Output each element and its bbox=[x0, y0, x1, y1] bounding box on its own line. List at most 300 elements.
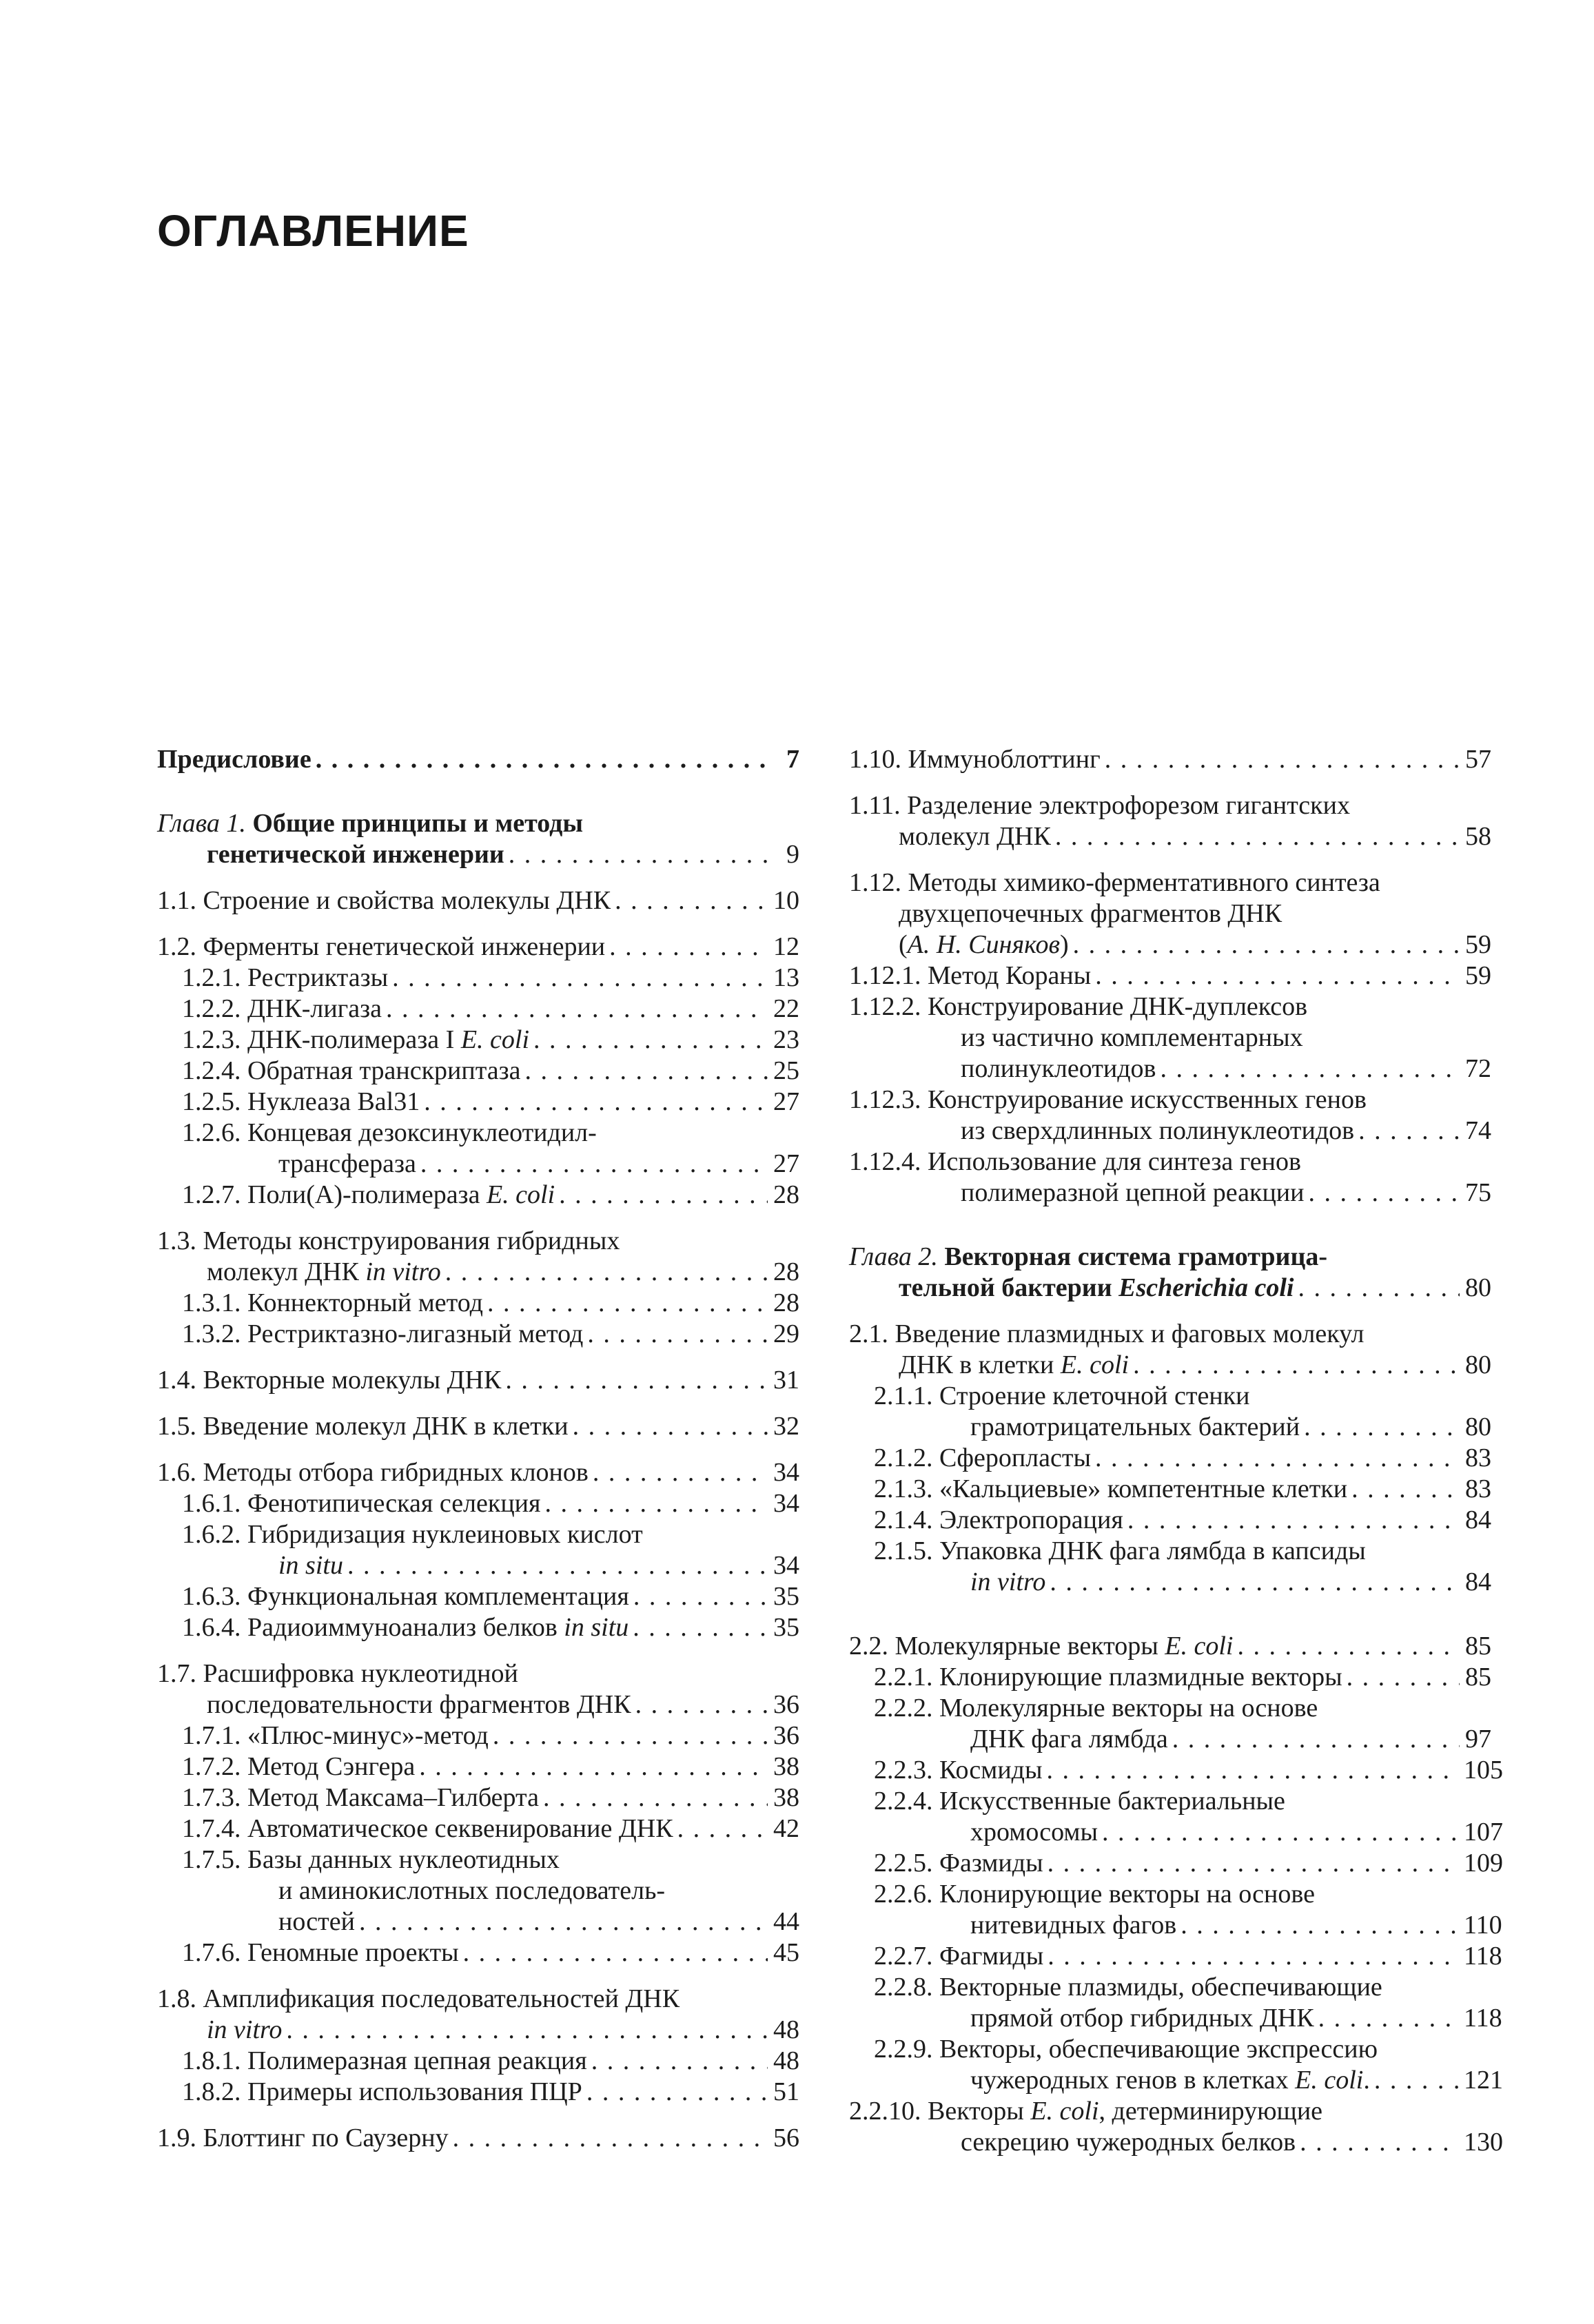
dot-leader bbox=[1095, 1443, 1460, 1474]
toc-entry[interactable] bbox=[157, 1087, 799, 1118]
page-number: 97 bbox=[1465, 1725, 1491, 1754]
toc-entry[interactable] bbox=[849, 1146, 1491, 1209]
toc-entry[interactable] bbox=[157, 1411, 799, 1442]
page-number: 72 bbox=[1465, 1054, 1491, 1083]
dot-leader bbox=[1308, 1178, 1460, 1209]
toc-entry[interactable] bbox=[849, 1879, 1502, 1941]
toc-text-segment: полинуклеотидов bbox=[961, 1054, 1156, 1083]
toc-entry[interactable] bbox=[157, 744, 799, 775]
toc-entry[interactable] bbox=[157, 1612, 799, 1643]
page-number: 107 bbox=[1464, 1818, 1503, 1847]
toc-entry[interactable] bbox=[157, 1581, 799, 1612]
toc-entry-text bbox=[961, 1178, 1304, 1209]
toc-entry-text bbox=[874, 1848, 1043, 1879]
toc-entry[interactable] bbox=[849, 1755, 1503, 1786]
toc-entry-text bbox=[874, 1755, 1043, 1786]
toc-text-segment: тельной бактерии bbox=[899, 1273, 1119, 1302]
toc-entry-text bbox=[874, 1536, 1366, 1567]
dot-leader bbox=[505, 1365, 768, 1396]
toc-text-segment: 1.4. Векторные молекулы ДНК bbox=[157, 1366, 502, 1395]
toc-entry-text bbox=[157, 1411, 569, 1442]
toc-text-segment: 2.1.3. «Кальциевые» компетентные клетки bbox=[874, 1474, 1348, 1503]
toc-text-segment: ностей bbox=[278, 1907, 355, 1936]
dot-leader bbox=[1300, 2127, 1460, 2158]
dot-leader bbox=[420, 1149, 768, 1180]
toc-text-segment: 2.1.2. Сферопласты bbox=[874, 1443, 1092, 1472]
page-number: 23 bbox=[773, 1025, 799, 1054]
toc-entry[interactable] bbox=[849, 867, 1491, 960]
toc-entry[interactable] bbox=[157, 994, 799, 1025]
toc-entry[interactable] bbox=[157, 1844, 799, 1937]
toc-text-segment: А. Н. Синяков bbox=[907, 930, 1060, 959]
toc-entry[interactable] bbox=[849, 1242, 1491, 1304]
page-number: 56 bbox=[773, 2124, 799, 2152]
toc-text-segment: Глава 2. bbox=[849, 1242, 938, 1271]
toc-entry-text bbox=[961, 1022, 1303, 1053]
page-number: 28 bbox=[773, 1257, 799, 1286]
toc-text-segment: ( bbox=[899, 930, 908, 959]
page-number: 130 bbox=[1464, 2128, 1503, 2157]
toc-entry-text bbox=[874, 1381, 1249, 1412]
toc-entry-text bbox=[874, 2034, 1378, 2065]
page-number: 105 bbox=[1464, 1756, 1503, 1785]
page-number: 57 bbox=[1465, 745, 1491, 774]
toc-entry[interactable] bbox=[849, 1941, 1502, 1972]
page-number: 48 bbox=[773, 2015, 799, 2044]
dot-leader bbox=[1127, 1505, 1460, 1536]
toc-text-segment: 1.12.2. Конструирование ДНК-дуплексов bbox=[849, 992, 1308, 1021]
dot-leader bbox=[1105, 744, 1460, 775]
toc-text-segment: in vitro bbox=[365, 1257, 441, 1286]
dot-leader bbox=[1298, 1273, 1460, 1304]
toc-entry-text bbox=[182, 1288, 483, 1319]
toc-entry[interactable] bbox=[849, 790, 1491, 852]
toc-text-segment: грамотрицательных бактерий bbox=[970, 1412, 1300, 1441]
toc-entry-text bbox=[970, 2065, 1370, 2096]
dot-leader bbox=[463, 1937, 768, 1968]
toc-entry-text bbox=[849, 867, 1380, 898]
toc-entry-text bbox=[182, 1813, 673, 1844]
page-number: 80 bbox=[1465, 1273, 1491, 1302]
toc-entry[interactable] bbox=[849, 1786, 1503, 1848]
dot-leader bbox=[1048, 1941, 1460, 1972]
toc-text-segment: 1.8. Амплификация последовательностей ДНК bbox=[157, 1984, 680, 2013]
toc-entry[interactable] bbox=[157, 2046, 799, 2077]
toc-entry[interactable] bbox=[157, 885, 799, 916]
dot-leader bbox=[633, 1581, 768, 1612]
page-number: 35 bbox=[773, 1613, 799, 1642]
toc-text-segment: и аминокислотных последователь- bbox=[278, 1876, 666, 1905]
toc-text-segment: 2.2.4. Искусственные бактериальные bbox=[874, 1787, 1285, 1816]
toc-entry-text bbox=[874, 1941, 1043, 1972]
toc-entry-text bbox=[207, 839, 504, 870]
toc-text-segment: 2.2.2. Молекулярные векторы на основе bbox=[874, 1694, 1318, 1723]
toc-text-segment: трансфераза bbox=[278, 1149, 416, 1178]
dot-leader bbox=[316, 744, 768, 775]
toc-entry-text bbox=[157, 1457, 589, 1488]
toc-entry[interactable] bbox=[157, 1813, 799, 1844]
toc-text-segment: 2.2.1. Клонирующие плазмидные векторы bbox=[874, 1663, 1342, 1691]
toc-text-segment: секрецию чужеродных белков bbox=[961, 2128, 1296, 2157]
toc-entry-text bbox=[970, 2003, 1314, 2034]
toc-text-segment: E. coli bbox=[460, 1025, 530, 1054]
dot-leader bbox=[615, 885, 768, 916]
toc-text-segment: хромосомы bbox=[970, 1818, 1098, 1847]
page-number: 110 bbox=[1464, 1911, 1502, 1940]
toc-text-segment: 2.2.3. Космиды bbox=[874, 1756, 1043, 1785]
toc-text-segment: 2.2.5. Фазмиды bbox=[874, 1849, 1043, 1878]
page-number: 109 bbox=[1464, 1849, 1503, 1878]
toc-text-segment: 1.7.1. «Плюс-минус»-метод bbox=[182, 1721, 489, 1750]
toc-entry-text bbox=[874, 1972, 1382, 2003]
toc-entry-text bbox=[849, 960, 1091, 991]
toc-entry[interactable] bbox=[157, 1226, 799, 1288]
toc-entry[interactable] bbox=[849, 1505, 1491, 1536]
toc-entry[interactable] bbox=[849, 1848, 1503, 1879]
toc-entry[interactable] bbox=[157, 1720, 799, 1751]
toc-entry-text bbox=[207, 2015, 282, 2046]
dot-leader bbox=[1095, 960, 1460, 991]
dot-leader bbox=[1055, 821, 1460, 852]
toc-text-segment: 2.1.1. Строение клеточной стенки bbox=[874, 1381, 1250, 1410]
dot-leader bbox=[445, 1257, 768, 1288]
toc-text-segment: из сверхдлинных полинуклеотидов bbox=[961, 1116, 1355, 1145]
dot-leader bbox=[545, 1488, 768, 1519]
toc-entry-text bbox=[182, 1720, 489, 1751]
toc-text-segment: 2.2.8. Векторные плазмиды, обеспечивающие bbox=[874, 1973, 1382, 2002]
toc-entry[interactable] bbox=[157, 1782, 799, 1813]
toc-entry[interactable] bbox=[157, 1751, 799, 1782]
page-number: 34 bbox=[773, 1458, 799, 1487]
page-number: 80 bbox=[1465, 1350, 1491, 1379]
toc-entry[interactable] bbox=[849, 1474, 1491, 1505]
toc-text-segment: прямой отбор гибридных ДНК bbox=[970, 2004, 1314, 2033]
toc-text-segment: E. coli bbox=[486, 1180, 555, 1209]
toc-text-segment: ДНК фага лямбда bbox=[970, 1725, 1168, 1754]
toc-entry-text bbox=[182, 1087, 420, 1118]
toc-text-segment: 1.6.2. Гибридизация нуклеиновых кислот bbox=[182, 1520, 643, 1549]
toc-entry[interactable] bbox=[157, 1937, 799, 1968]
toc-column-left bbox=[157, 744, 799, 2154]
toc-text-segment: 1.7. Расшифровка нуклеотидной bbox=[157, 1659, 518, 1688]
toc-entry-text bbox=[899, 1350, 1129, 1381]
toc-entry-text bbox=[157, 885, 611, 916]
toc-text-segment: 1.6. Методы отбора гибридных клонов bbox=[157, 1458, 589, 1487]
toc-entry-text bbox=[849, 1319, 1364, 1350]
toc-text-segment: 1.5. Введение молекул ДНК в клетки bbox=[157, 1412, 569, 1441]
dot-leader bbox=[347, 1550, 768, 1581]
toc-entry[interactable] bbox=[849, 744, 1491, 775]
toc-entry[interactable] bbox=[157, 963, 799, 994]
toc-text-segment: нитевидных фагов bbox=[970, 1911, 1177, 1940]
dot-leader bbox=[1304, 1412, 1460, 1443]
toc-entry-text bbox=[961, 2127, 1296, 2158]
toc-entry-text bbox=[278, 1149, 416, 1180]
toc-entry-text bbox=[874, 1662, 1342, 1693]
toc-text-segment: 1.1. Строение и свойства молекулы ДНК bbox=[157, 886, 611, 915]
toc-text-segment: 1.6.4. Радиоиммуноанализ белков bbox=[182, 1613, 564, 1642]
dot-leader bbox=[1374, 2065, 1460, 2096]
toc-text-segment: 2.2.6. Клонирующие векторы на основе bbox=[874, 1880, 1315, 1909]
page-number: 9 bbox=[786, 840, 799, 869]
toc-entry-text bbox=[157, 1365, 501, 1396]
toc-entry[interactable] bbox=[157, 1457, 799, 1488]
dot-leader bbox=[677, 1813, 768, 1844]
toc-entry-text bbox=[874, 1786, 1285, 1817]
page-number: 45 bbox=[773, 1938, 799, 1967]
toc-entry[interactable] bbox=[157, 2123, 799, 2154]
dot-leader bbox=[1347, 1662, 1460, 1693]
toc-entry-text bbox=[157, 1226, 620, 1257]
toc-text-segment: Escherichia coli bbox=[1118, 1273, 1294, 1302]
toc-text-segment: 1.10. Иммуноблоттинг bbox=[849, 745, 1101, 774]
dot-leader bbox=[591, 2046, 768, 2077]
toc-text-segment: последовательности фрагментов ДНК bbox=[207, 1690, 631, 1719]
toc-entry[interactable] bbox=[157, 1488, 799, 1519]
toc-text-segment: 1.8.1. Полимеразная цепная реакция bbox=[182, 2046, 587, 2075]
toc-text-segment: полимеразной цепной реакции bbox=[961, 1178, 1305, 1207]
dot-leader bbox=[586, 2077, 768, 2108]
toc-text-segment: чужеродных генов в клетках bbox=[970, 2066, 1296, 2095]
toc-entry-text bbox=[874, 1443, 1091, 1474]
toc-entry[interactable] bbox=[849, 1631, 1491, 1662]
page-number: 27 bbox=[773, 1087, 799, 1116]
toc-text-segment: in situ bbox=[564, 1613, 629, 1642]
toc-entry-text bbox=[961, 1053, 1156, 1084]
toc-text-segment: E. coli bbox=[1030, 2097, 1099, 2126]
toc-text-segment: 2.2.9. Векторы, обеспечивающие экспрессию bbox=[874, 2035, 1378, 2064]
dot-leader bbox=[1048, 1848, 1460, 1879]
dot-leader bbox=[359, 1906, 768, 1937]
toc-text-segment: 1.2.2. ДНК-лигаза bbox=[182, 994, 382, 1023]
toc-entry-text bbox=[182, 963, 388, 994]
page-number: 34 bbox=[773, 1489, 799, 1518]
dot-leader bbox=[419, 1751, 768, 1782]
toc-text-segment: 1.2.7. Поли(А)-полимераза bbox=[182, 1180, 487, 1209]
toc-entry[interactable] bbox=[157, 1658, 799, 1720]
toc-entry[interactable] bbox=[157, 932, 799, 963]
toc-text-segment: молекул ДНК bbox=[899, 822, 1051, 851]
toc-entry[interactable] bbox=[157, 808, 799, 870]
dot-leader bbox=[286, 2015, 768, 2046]
toc-text-segment: Глава 1. bbox=[157, 809, 246, 838]
toc-entry[interactable] bbox=[849, 1972, 1502, 2034]
toc-text-segment: ДНК в клетки bbox=[899, 1350, 1061, 1379]
dot-leader bbox=[386, 994, 768, 1025]
page-number: 80 bbox=[1465, 1412, 1491, 1441]
toc-entry[interactable] bbox=[157, 1056, 799, 1087]
page-number: 121 bbox=[1464, 2066, 1503, 2095]
toc-text-segment: E. coli bbox=[1060, 1350, 1130, 1379]
page-number: 35 bbox=[773, 1582, 799, 1611]
toc-text-segment: из частично комплементарных bbox=[961, 1023, 1303, 1052]
toc-entry-text bbox=[207, 1689, 631, 1720]
toc-text-segment: Общие принципы и методы bbox=[245, 809, 584, 838]
toc-entry-text bbox=[970, 1412, 1300, 1443]
toc-entry[interactable] bbox=[157, 1984, 799, 2046]
toc-entry[interactable] bbox=[849, 960, 1491, 991]
page-number: 75 bbox=[1465, 1178, 1491, 1207]
page-number: 36 bbox=[773, 1721, 799, 1750]
dot-leader bbox=[1102, 1817, 1460, 1848]
page-title: ОГЛАВЛЕНИЕ bbox=[157, 206, 469, 256]
toc-text-segment: in situ bbox=[278, 1551, 343, 1580]
toc-text-segment: 1.6.1. Фенотипическая селекция bbox=[182, 1489, 541, 1518]
toc-entry-text bbox=[899, 929, 1069, 960]
dot-leader bbox=[493, 1720, 768, 1751]
toc-entry[interactable] bbox=[157, 1288, 799, 1319]
toc-entry[interactable] bbox=[849, 2034, 1503, 2096]
page-number: 84 bbox=[1465, 1567, 1491, 1596]
dot-leader bbox=[559, 1180, 768, 1211]
toc-entry[interactable] bbox=[849, 1662, 1491, 1693]
toc-entry-text bbox=[182, 1488, 541, 1519]
toc-text-segment: двухцепочечных фрагментов ДНК bbox=[899, 899, 1283, 928]
toc-entry-text bbox=[182, 1118, 597, 1149]
page-number: 25 bbox=[773, 1056, 799, 1085]
toc-text-segment: 1.7.5. Базы данных нуклеотидных bbox=[182, 1845, 560, 1874]
page-number: 10 bbox=[773, 886, 799, 915]
toc-entry-text bbox=[849, 1084, 1367, 1115]
toc-text-segment: 1.7.4. Автоматическое секвенирование ДНК bbox=[182, 1814, 673, 1843]
toc-entry-text bbox=[182, 2077, 582, 2108]
toc-entry-text bbox=[157, 1658, 518, 1689]
page-number: 51 bbox=[773, 2077, 799, 2106]
toc-entry-text bbox=[182, 1581, 629, 1612]
toc-text-segment: ) bbox=[1060, 930, 1069, 959]
toc-text-segment: 2.2.7. Фагмиды bbox=[874, 1942, 1044, 1971]
page-number: 59 bbox=[1465, 930, 1491, 959]
dot-leader bbox=[633, 1612, 768, 1643]
toc-entry-text bbox=[849, 2096, 1322, 2127]
toc-entry[interactable] bbox=[849, 1443, 1491, 1474]
page-number: 27 bbox=[773, 1149, 799, 1178]
toc-text-segment: 2.1.5. Упаковка ДНК фага лямбда в капсиды bbox=[874, 1536, 1366, 1565]
toc-entry-text bbox=[182, 994, 382, 1025]
toc-entry-text bbox=[961, 1115, 1354, 1146]
toc-text-segment: 1.12.3. Конструирование искусственных генов bbox=[849, 1085, 1367, 1114]
toc-text-segment: 2.2. Молекулярные векторы bbox=[849, 1632, 1165, 1660]
toc-entry-text bbox=[278, 1906, 355, 1937]
page-number: 13 bbox=[773, 963, 799, 992]
dot-leader bbox=[1073, 929, 1460, 960]
toc-entry[interactable] bbox=[849, 1319, 1491, 1381]
toc-entry-text bbox=[899, 821, 1051, 852]
dot-leader bbox=[487, 1288, 768, 1319]
toc-entry[interactable] bbox=[157, 1319, 799, 1350]
page-number: 83 bbox=[1465, 1474, 1491, 1503]
dot-leader bbox=[1172, 1724, 1460, 1755]
toc-entry[interactable] bbox=[157, 1180, 799, 1211]
toc-text-segment: 1.2.5. Нуклеаза Bal31 bbox=[182, 1087, 420, 1116]
toc-entry[interactable] bbox=[849, 1693, 1491, 1755]
toc-entry[interactable] bbox=[849, 1536, 1491, 1598]
dot-leader bbox=[573, 1411, 768, 1442]
toc-entry[interactable] bbox=[849, 991, 1491, 1084]
dot-leader bbox=[1318, 2003, 1460, 2034]
toc-text-segment: 1.7.2. Метод Сэнгера bbox=[182, 1752, 416, 1781]
toc-text-segment: 1.12.4. Использование для синтеза генов bbox=[849, 1147, 1301, 1176]
toc-text-segment: 1.11. Разделение электрофорезом гигантских bbox=[849, 791, 1350, 820]
toc-entry-text bbox=[899, 898, 1282, 929]
toc-entry-text bbox=[849, 744, 1101, 775]
toc-text-segment: , детерминирующие bbox=[1099, 2097, 1323, 2126]
toc-entry-text bbox=[182, 2046, 587, 2077]
toc-entry-text bbox=[182, 1519, 643, 1550]
toc-column-right bbox=[849, 744, 1503, 2158]
toc-entry[interactable] bbox=[157, 1365, 799, 1396]
dot-leader bbox=[1238, 1631, 1460, 1662]
dot-leader bbox=[1160, 1053, 1460, 1084]
toc-entry-text bbox=[849, 1242, 1327, 1273]
toc-entry-text bbox=[278, 1875, 665, 1906]
dot-leader bbox=[1351, 1474, 1460, 1505]
toc-entry-text bbox=[970, 1817, 1098, 1848]
toc-entry-text bbox=[182, 1844, 560, 1875]
page-number: 31 bbox=[773, 1366, 799, 1395]
toc-text-segment: 1.3. Методы конструирования гибридных bbox=[157, 1226, 620, 1255]
toc-entry-text bbox=[157, 808, 583, 839]
page-number: 38 bbox=[773, 1783, 799, 1812]
toc-text-segment: E. coli bbox=[1165, 1632, 1234, 1660]
toc-entry-text bbox=[157, 932, 605, 963]
toc-text-segment: 2.2.10. Векторы bbox=[849, 2097, 1031, 2126]
toc-entry[interactable] bbox=[157, 1519, 799, 1581]
page-number: 36 bbox=[773, 1690, 799, 1719]
toc-entry-text bbox=[157, 744, 311, 775]
toc-entry[interactable] bbox=[157, 2077, 799, 2108]
page-number: 28 bbox=[773, 1288, 799, 1317]
toc-entry-text bbox=[182, 1056, 521, 1087]
toc-entry-text bbox=[874, 1693, 1318, 1724]
page-number: 48 bbox=[773, 2046, 799, 2075]
toc-entry-text bbox=[899, 1273, 1294, 1304]
dot-leader bbox=[453, 2123, 768, 2154]
dot-leader bbox=[392, 963, 768, 994]
toc-text-segment: 1.2.4. Обратная транскриптаза bbox=[182, 1056, 521, 1085]
toc-text-segment: E. coli bbox=[1295, 2066, 1364, 2095]
toc-entry-text bbox=[278, 1550, 343, 1581]
toc-text-segment: генетической инженерии bbox=[207, 840, 504, 869]
toc-entry[interactable] bbox=[849, 1381, 1491, 1443]
toc-entry-text bbox=[182, 1180, 555, 1211]
toc-text-segment: Векторная система грамотрица- bbox=[937, 1242, 1327, 1271]
toc-entry-text bbox=[970, 1724, 1168, 1755]
toc-entry[interactable] bbox=[849, 2096, 1503, 2158]
toc-text-segment: 1.3.1. Коннекторный метод bbox=[182, 1288, 484, 1317]
page-number: 12 bbox=[773, 932, 799, 961]
page-number: 58 bbox=[1465, 822, 1491, 851]
toc-entry-text bbox=[182, 1782, 539, 1813]
dot-leader bbox=[525, 1056, 768, 1087]
page-number: 83 bbox=[1465, 1443, 1491, 1472]
toc-entry-text bbox=[874, 1505, 1123, 1536]
toc-text-segment: 1.12. Методы химико-ферментативного синтеза bbox=[849, 868, 1380, 897]
dot-leader bbox=[593, 1457, 768, 1488]
toc-text-segment: in vitro bbox=[970, 1567, 1046, 1596]
toc-entry-text bbox=[157, 1984, 680, 2015]
toc-entry[interactable] bbox=[157, 1025, 799, 1056]
toc-entry[interactable] bbox=[157, 1118, 799, 1180]
dot-leader bbox=[635, 1689, 768, 1720]
toc-entry-text bbox=[849, 790, 1350, 821]
toc-entry-text bbox=[874, 1879, 1315, 1910]
toc-entry[interactable] bbox=[849, 1084, 1491, 1146]
toc-entry-text bbox=[182, 1937, 459, 1968]
toc-text-segment: 1.12.1. Метод Кораны bbox=[849, 961, 1092, 990]
dot-leader bbox=[1358, 1115, 1460, 1146]
page-number: 34 bbox=[773, 1551, 799, 1580]
